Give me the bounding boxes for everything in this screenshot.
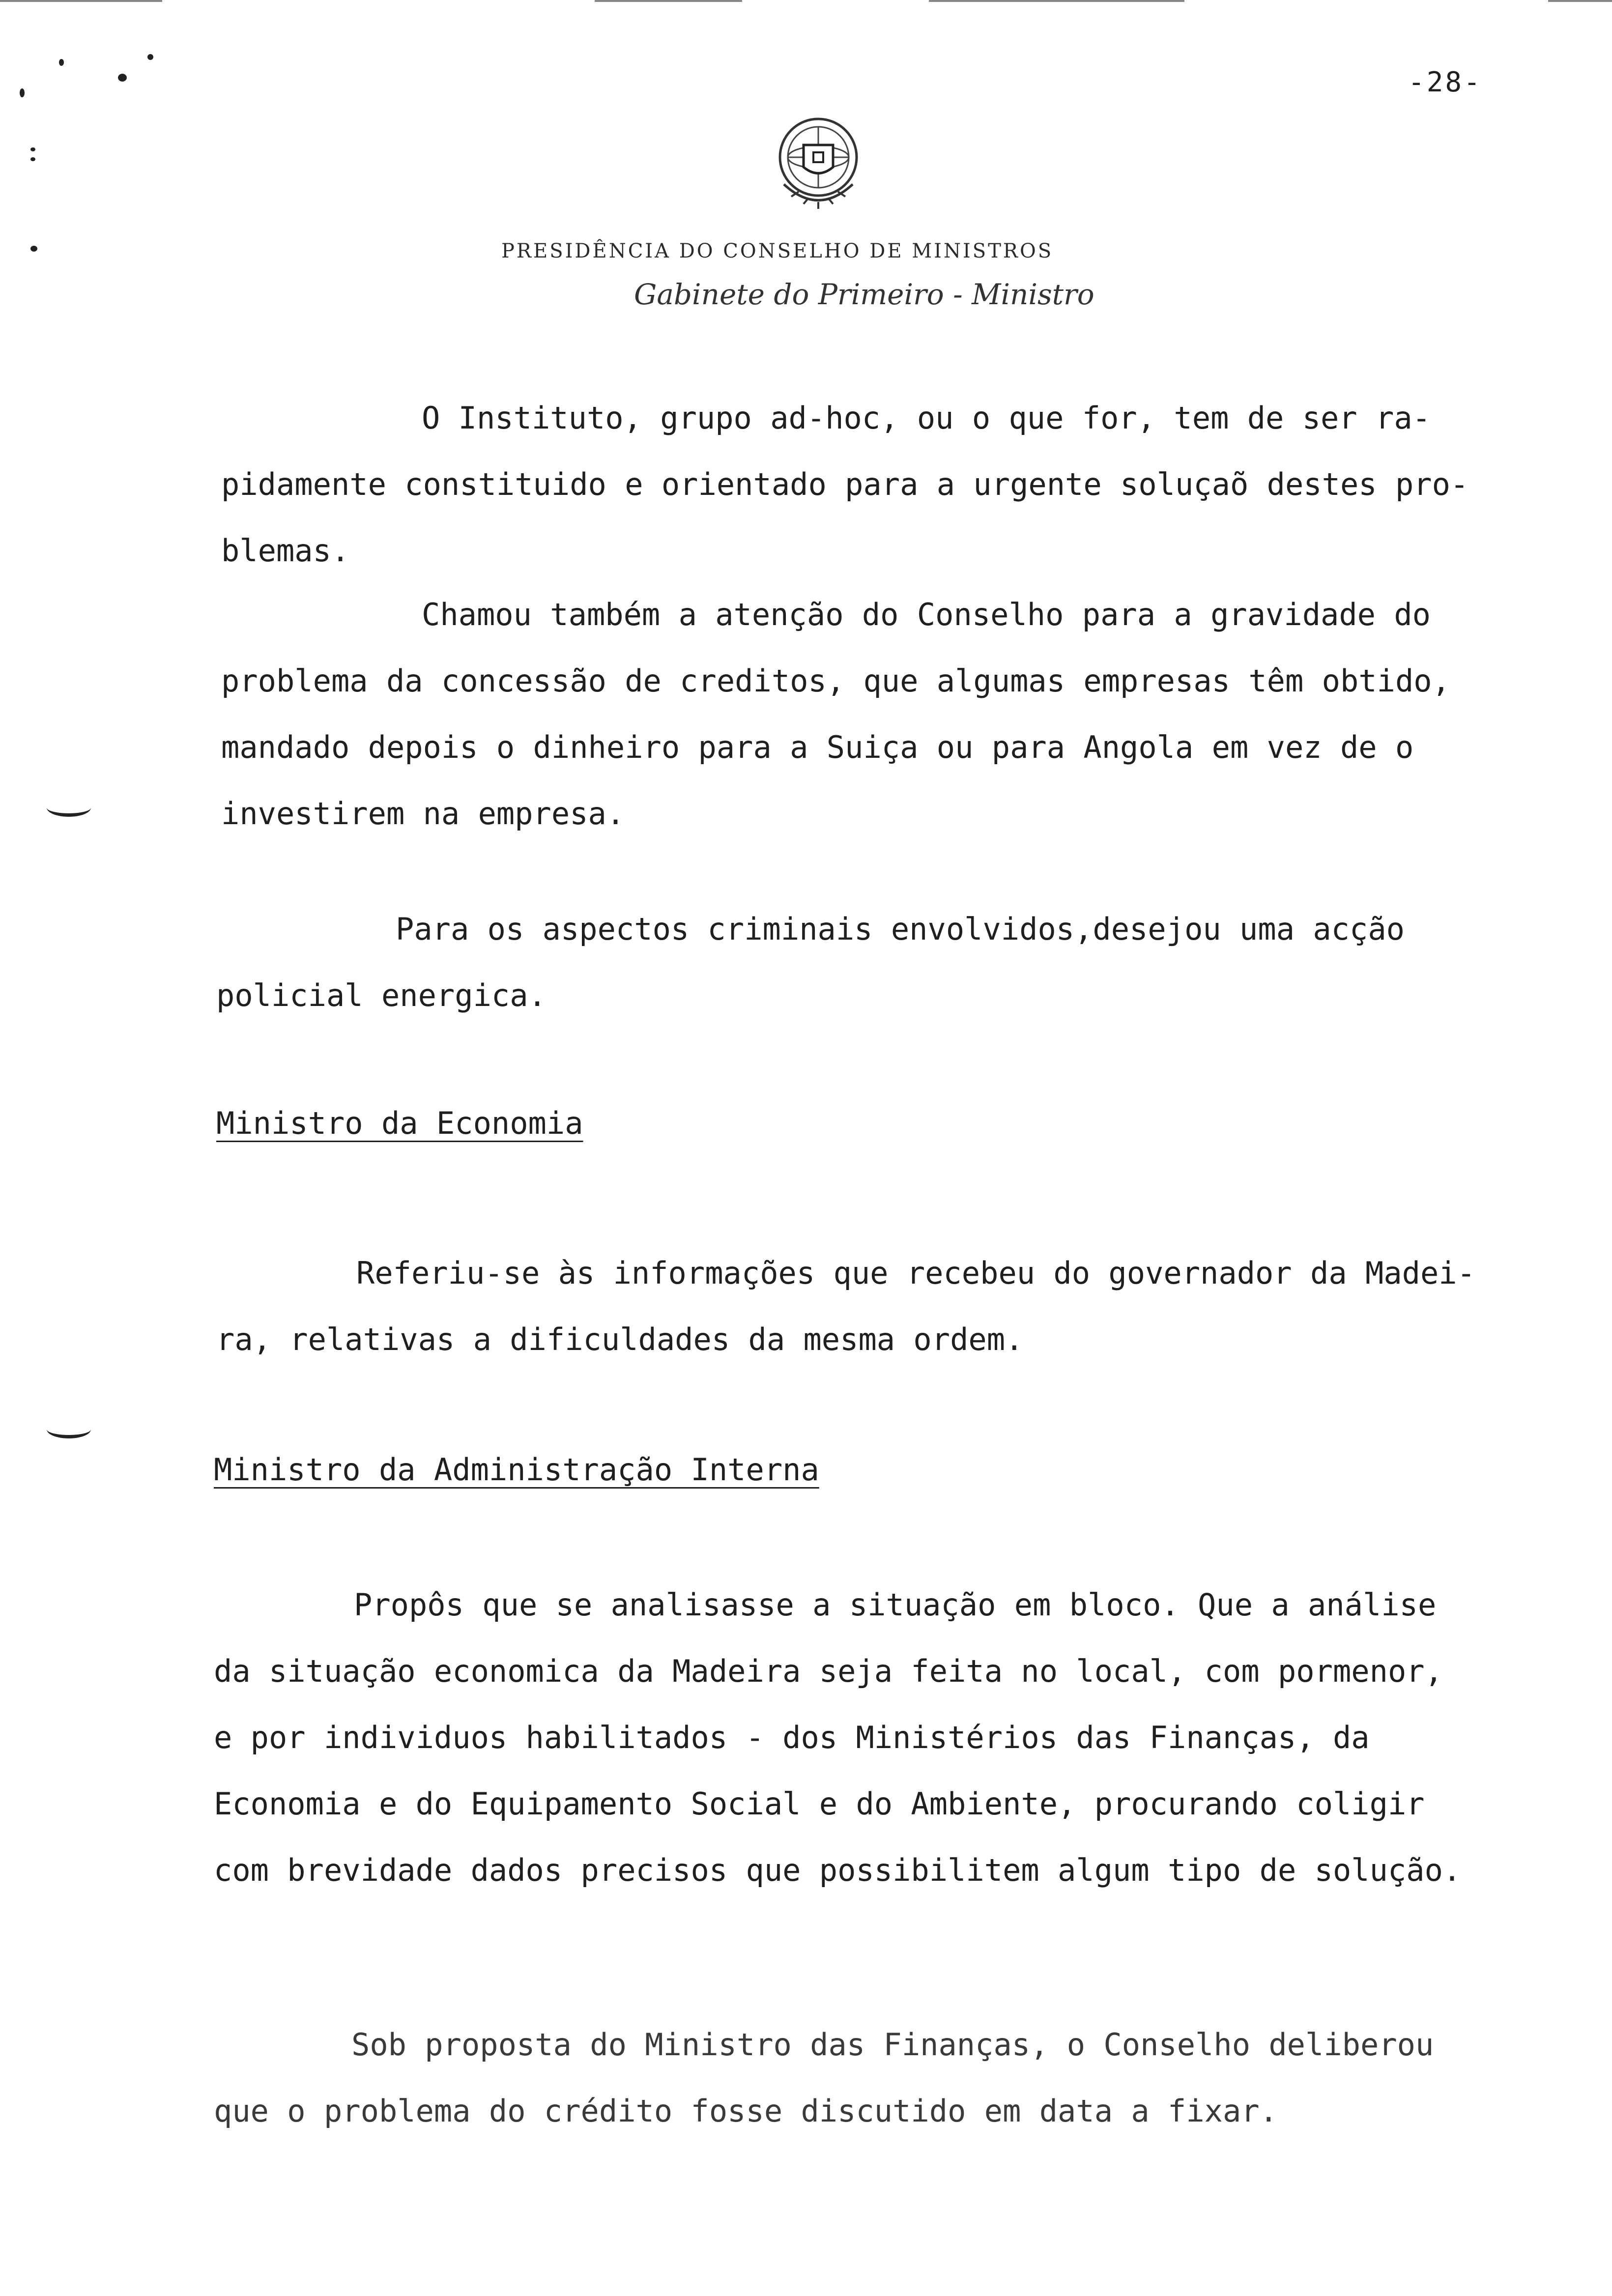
scan-edge-line: [929, 0, 1184, 2]
scan-mark: [147, 54, 153, 60]
paragraph-line: com brevidade dados precisos que possibilitem algum tipo de solução.: [214, 1852, 1462, 1888]
scan-mark: [118, 74, 127, 82]
paragraph-line: que o problema do crédito fosse discutido em data a fixar.: [214, 2093, 1278, 2129]
paragraph-line: O Instituto, grupo ad-hoc, ou o que for, tem de ser ra-: [422, 400, 1431, 436]
paragraph-line: blemas.: [221, 533, 350, 569]
scan-edge-line: [0, 0, 162, 2]
letterhead-subtitle: Gabinete do Primeiro - Ministro: [634, 278, 1094, 311]
scan-edge-line: [595, 0, 742, 2]
paragraph-line: Economia e do Equipamento Social e do Ambiente, procurando coligir: [214, 1786, 1425, 1822]
paragraph-line: Sob proposta do Ministro das Finanças, o Conselho deliberou: [351, 2027, 1434, 2063]
paragraph-line: da situação economica da Madeira seja feita no local, com pormenor,: [214, 1653, 1443, 1689]
paragraph-line: Referiu-se às informações que recebeu do governador da Madei-: [356, 1255, 1475, 1291]
coat-of-arms-seal: [764, 111, 872, 224]
section-heading: Ministro da Economia: [216, 1105, 583, 1141]
scan-mark: [30, 246, 37, 252]
section-heading: Ministro da Administração Interna: [214, 1452, 819, 1488]
page-number: -28-: [1408, 66, 1482, 98]
binder-hole-mark: [47, 1420, 91, 1438]
paragraph-line: Propôs que se analisasse a situação em bloco. Que a análise: [354, 1587, 1437, 1623]
paragraph-line: mandado depois o dinheiro para a Suiça ou para Angola em vez de o: [221, 729, 1414, 765]
paragraph-line: Para os aspectos criminais envolvidos,desejou uma acção: [396, 911, 1405, 947]
paragraph-line: pidamente constituido e orientado para a urgente soluçaõ destes pro-: [221, 466, 1469, 502]
paragraph-line: investirem na empresa.: [221, 796, 625, 832]
paragraph-line: ra, relativas a dificuldades da mesma ordem.: [216, 1321, 1024, 1357]
scan-mark: [30, 157, 35, 161]
scan-edge-line: [1548, 0, 1612, 2]
paragraph-line: policial energica.: [216, 977, 547, 1013]
scan-mark: [30, 147, 35, 151]
letterhead-title: PRESIDÊNCIA DO CONSELHO DE MINISTROS: [501, 240, 1054, 262]
scan-mark: [59, 59, 64, 66]
scan-mark: [20, 88, 25, 97]
paragraph-line: e por individuos habilitados - dos Ministérios das Finanças, da: [214, 1720, 1370, 1755]
binder-hole-mark: [47, 799, 91, 817]
paragraph-line: problema da concessão de creditos, que algumas empresas têm obtido,: [221, 663, 1450, 699]
paragraph-line: Chamou também a atenção do Conselho para a gravidade do: [422, 597, 1431, 632]
